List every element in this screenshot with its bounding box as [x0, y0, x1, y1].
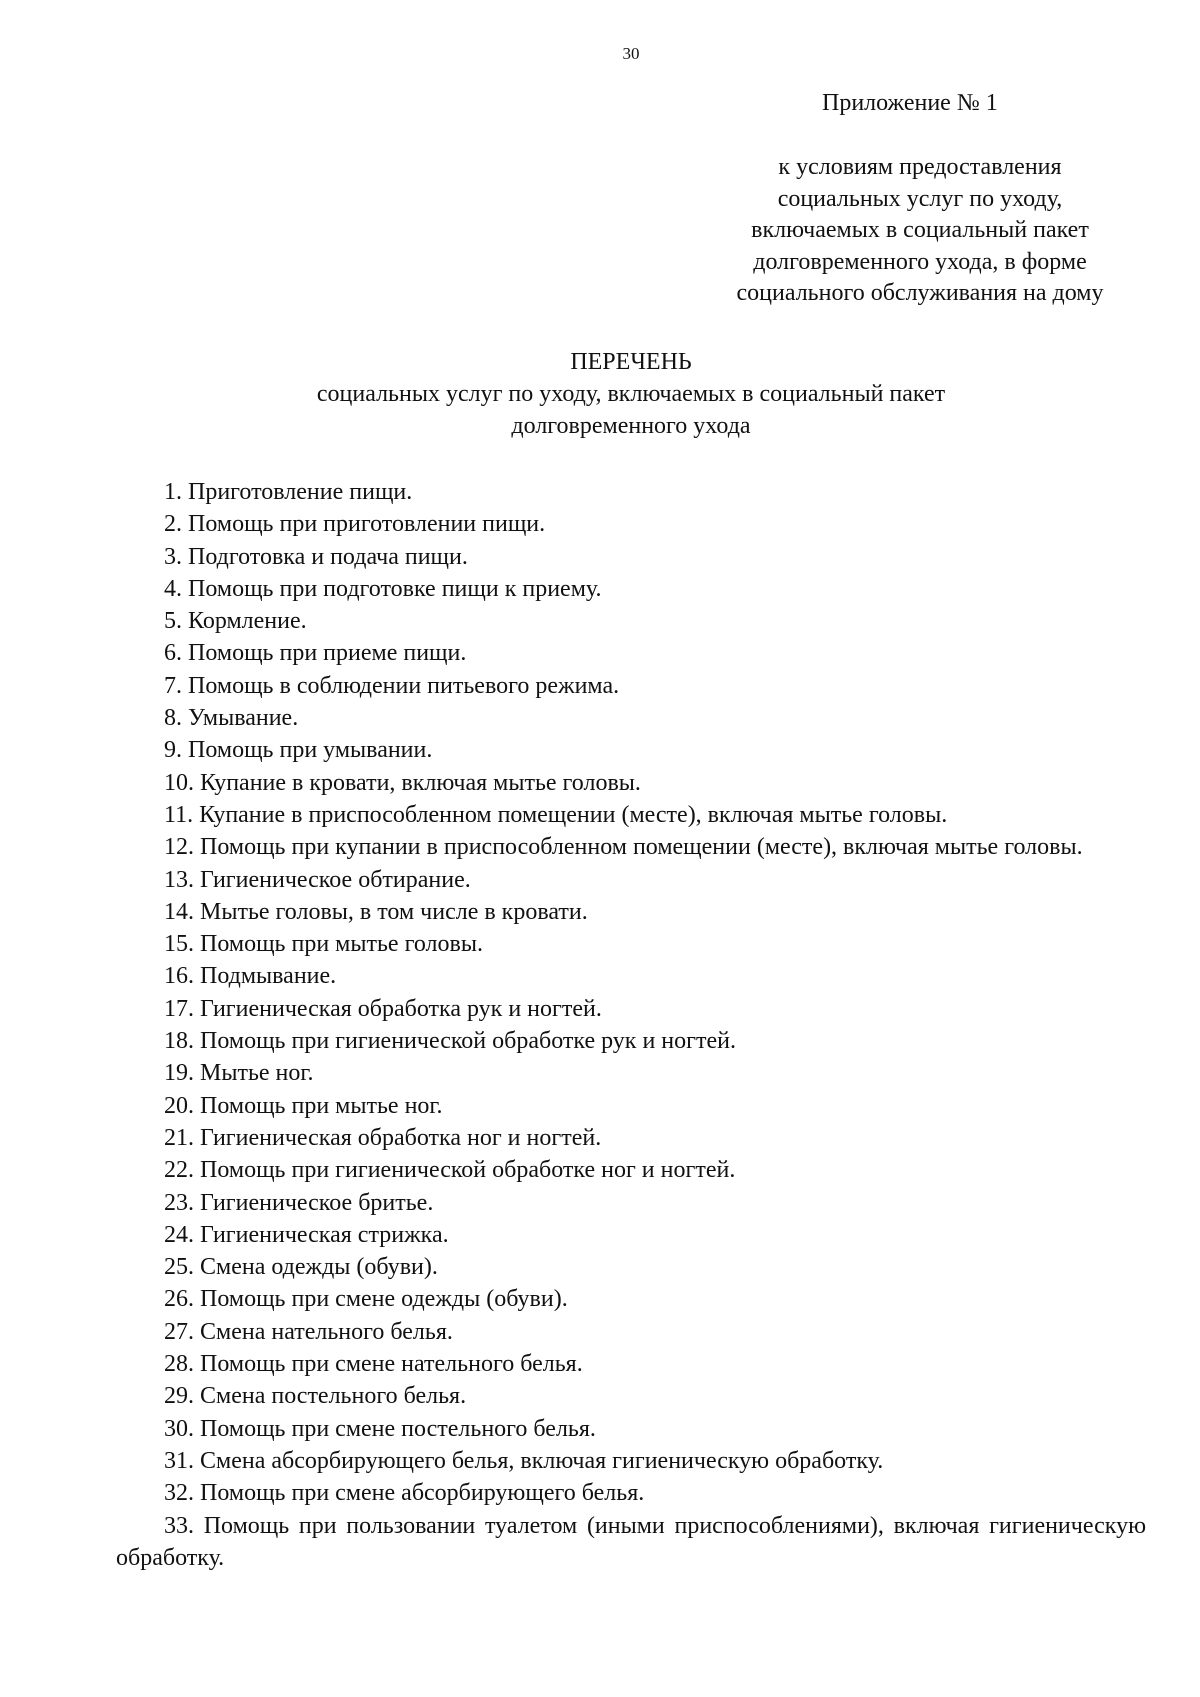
appendix-subtitle-line: включаемых в социальный пакет [751, 217, 1089, 243]
list-item: 18. Помощь при гигиенической обработке рук и ногтей. [164, 1028, 736, 1055]
list-item: 17. Гигиеническая обработка рук и ногтей. [164, 995, 602, 1022]
list-item: 21. Гигиеническая обработка ног и ногтей. [164, 1124, 602, 1151]
list-item: 33. Помощь при пользовании туалетом (иными приспособлениями), включая гигиеническую обработку. [116, 1512, 1146, 1571]
list-item: 16. Подмывание. [164, 963, 337, 990]
list-item: 14. Мытье головы, в том числе в кровати. [164, 898, 588, 925]
appendix-subtitle-line: к условиям предоставления [778, 154, 1062, 180]
appendix-subtitle [700, 152, 1140, 310]
list-item: 8. Умывание. [164, 705, 299, 732]
list-item: 6. Помощь при приеме пищи. [164, 640, 467, 667]
list-item: 30. Помощь при смене постельного белья. [164, 1415, 596, 1442]
heading-title: ПЕРЕЧЕНЬ [570, 349, 692, 375]
appendix-subtitle-line: социального обслуживания на дому [736, 280, 1104, 306]
list-item: 32. Помощь при смене абсорбирующего белья. [164, 1480, 645, 1507]
heading-line: долговременного ухода [511, 413, 751, 439]
list-item: 28. Помощь при смене нательного белья. [164, 1351, 583, 1378]
list-item: 19. Мытье ног. [164, 1060, 314, 1087]
list-item: 27. Смена нательного белья. [164, 1318, 453, 1345]
services-list [116, 476, 1146, 1574]
list-item: 23. Гигиеническое бритье. [164, 1189, 434, 1216]
list-item: 3. Подготовка и подача пищи. [164, 543, 468, 570]
appendix-subtitle-line: социальных услуг по уходу, [777, 185, 1063, 212]
list-item: 10. Купание в кровати, включая мытье головы. [164, 769, 641, 796]
document-heading [0, 346, 1200, 442]
appendix-subtitle-line: долговременного ухода, в форме [753, 248, 1087, 275]
list-item: 24. Гигиеническая стрижка. [164, 1221, 449, 1248]
list-item: 29. Смена постельного белья. [164, 1383, 467, 1410]
list-item: 31. Смена абсорбирующего белья, включая гигиеническую обработку. [164, 1447, 884, 1474]
list-item: 25. Смена одежды (обуви). [164, 1254, 438, 1281]
appendix-title: Приложение № 1 [822, 90, 998, 116]
list-item: 5. Кормление. [164, 608, 307, 635]
list-item: 22. Помощь при гигиенической обработке ног и ногтей. [164, 1157, 736, 1184]
list-item: 12. Помощь при купании в приспособленном помещении (месте), включая мытье головы. [164, 834, 1083, 861]
list-item: 4. Помощь при подготовке пищи к приему. [164, 575, 602, 602]
list-item: 7. Помощь в соблюдении питьевого режима. [164, 672, 620, 699]
list-item: 11. Купание в приспособленном помещении (месте), включая мытье головы. [164, 801, 948, 828]
list-item: 9. Помощь при умывании. [164, 737, 433, 764]
list-item: 13. Гигиеническое обтирание. [164, 866, 471, 893]
page-number: 30 [622, 44, 640, 63]
list-item: 20. Помощь при мытье ног. [164, 1092, 443, 1119]
list-item: 26. Помощь при смене одежды (обуви). [164, 1286, 568, 1313]
list-item: 2. Помощь при приготовлении пищи. [164, 511, 546, 538]
heading-line: социальных услуг по уходу, включаемых в социальный пакет [316, 381, 946, 407]
list-item: 15. Помощь при мытье головы. [164, 931, 483, 958]
list-item: 1. Приготовление пищи. [164, 479, 413, 505]
